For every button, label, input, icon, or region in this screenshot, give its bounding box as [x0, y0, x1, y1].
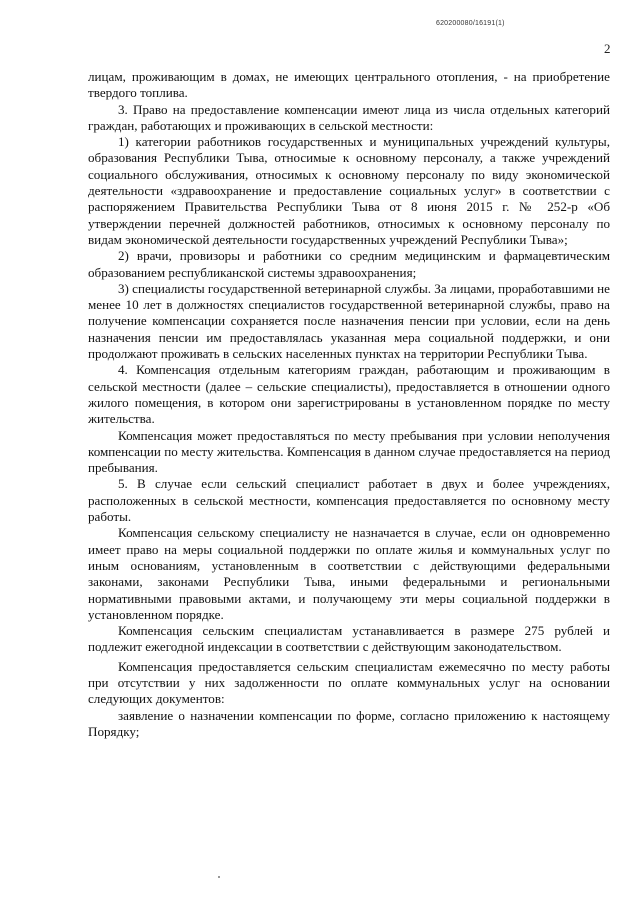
paragraph-not-assigned-conditions: Компенсация сельскому специалисту не назначается в случае, если он одновременно имеет право на меры социальной поддержки по оплате жилья и коммунальных услуг по иным основаниям, установленным в соответствии с действующими федеральными законами, законами Республики Тыва, иными федеральными и региональными нормативными правовыми актами, и получающему эти меры социальной поддержки в установленном порядке. [88, 525, 610, 622]
paragraph-heating-continuation: лицам, проживающим в домах, не имеющих центрального отопления, - на приобретение твердого топлива. [88, 69, 610, 101]
scan-artifact-dot [218, 876, 220, 878]
paragraph-subitem-3-veterinary-specialists: 3) специалисты государственной ветеринарной службы. За лицами, проработавшими не менее 10 лет в должностях специалистов государственной ветеринарной службы, право на получение компенсации сохраняется после назначения пенсии при условии, если на день назначения пенсии им предоставлялась указанная мера социальной поддержки, и они продолжают проживать в сельских населенных пунктах на территории Республики Тыва. [88, 280, 610, 362]
document-body [88, 69, 610, 740]
paragraph-monthly-documents: Компенсация предоставляется сельским специалистам ежемесячно по месту работы при отсутствии у них задолженности по оплате коммунальных услуг на основании следующих документов: [88, 658, 610, 707]
paragraph-place-of-stay: Компенсация может предоставляться по месту пребывания при условии неполучения компенсации по месту жительства. Компенсация в данном случае предоставляется на период пребывания. [88, 427, 610, 476]
paragraph-item-4-single-dwelling: 4. Компенсация отдельным категориям граждан, работающим и проживающим в сельской местности (далее – сельские специалисты), предоставляется в отношении одного жилого помещения, в котором они зарегистрированы в установленном порядке по месту жительства. [88, 362, 610, 427]
page-number: 2 [604, 41, 611, 56]
paragraph-item-5-multiple-employers: 5. В случае если сельский специалист работает в двух и более учреждениях, расположенных в сельской местности, компенсация предоставляется по основному месту работы. [88, 476, 610, 525]
paragraph-compensation-amount: Компенсация сельским специалистам устанавливается в размере 275 рублей и подлежит ежегодной индексации в соответствии с действующим законодательством. [88, 623, 610, 655]
paragraph-subitem-1-culture-education-workers: 1) категории работников государственных и муниципальных учреждений культуры, образования Республики Тыва, относимые к основному персоналу, а также учреждений социального обслуживания, относимых к основному персоналу по виду экономической деятельности «здравоохранение и предоставление социальных услуг» в соответствии с распоряжением Правительства Республики Тыва от 8 июня 2015 г. № 252-р «Об утверждении перечней должностей работников, относимых к основному персоналу по видам экономической деятельности государственных учреждений Республики Тыва»; [88, 134, 610, 247]
paragraph-item-3-eligibility: 3. Право на предоставление компенсации имеют лица из числа отдельных категорий граждан, работающих и проживающих в сельской местности: [88, 101, 610, 133]
paragraph-application-form: заявление о назначении компенсации по форме, согласно приложению к настоящему Порядку; [88, 707, 610, 739]
paragraph-subitem-2-medical-workers: 2) врачи, провизоры и работники со средним медицинским и фармацевтическим образованием республиканской системы здравоохранения; [88, 248, 610, 280]
document-registration-code: 620200080/16191(1) [436, 20, 505, 27]
